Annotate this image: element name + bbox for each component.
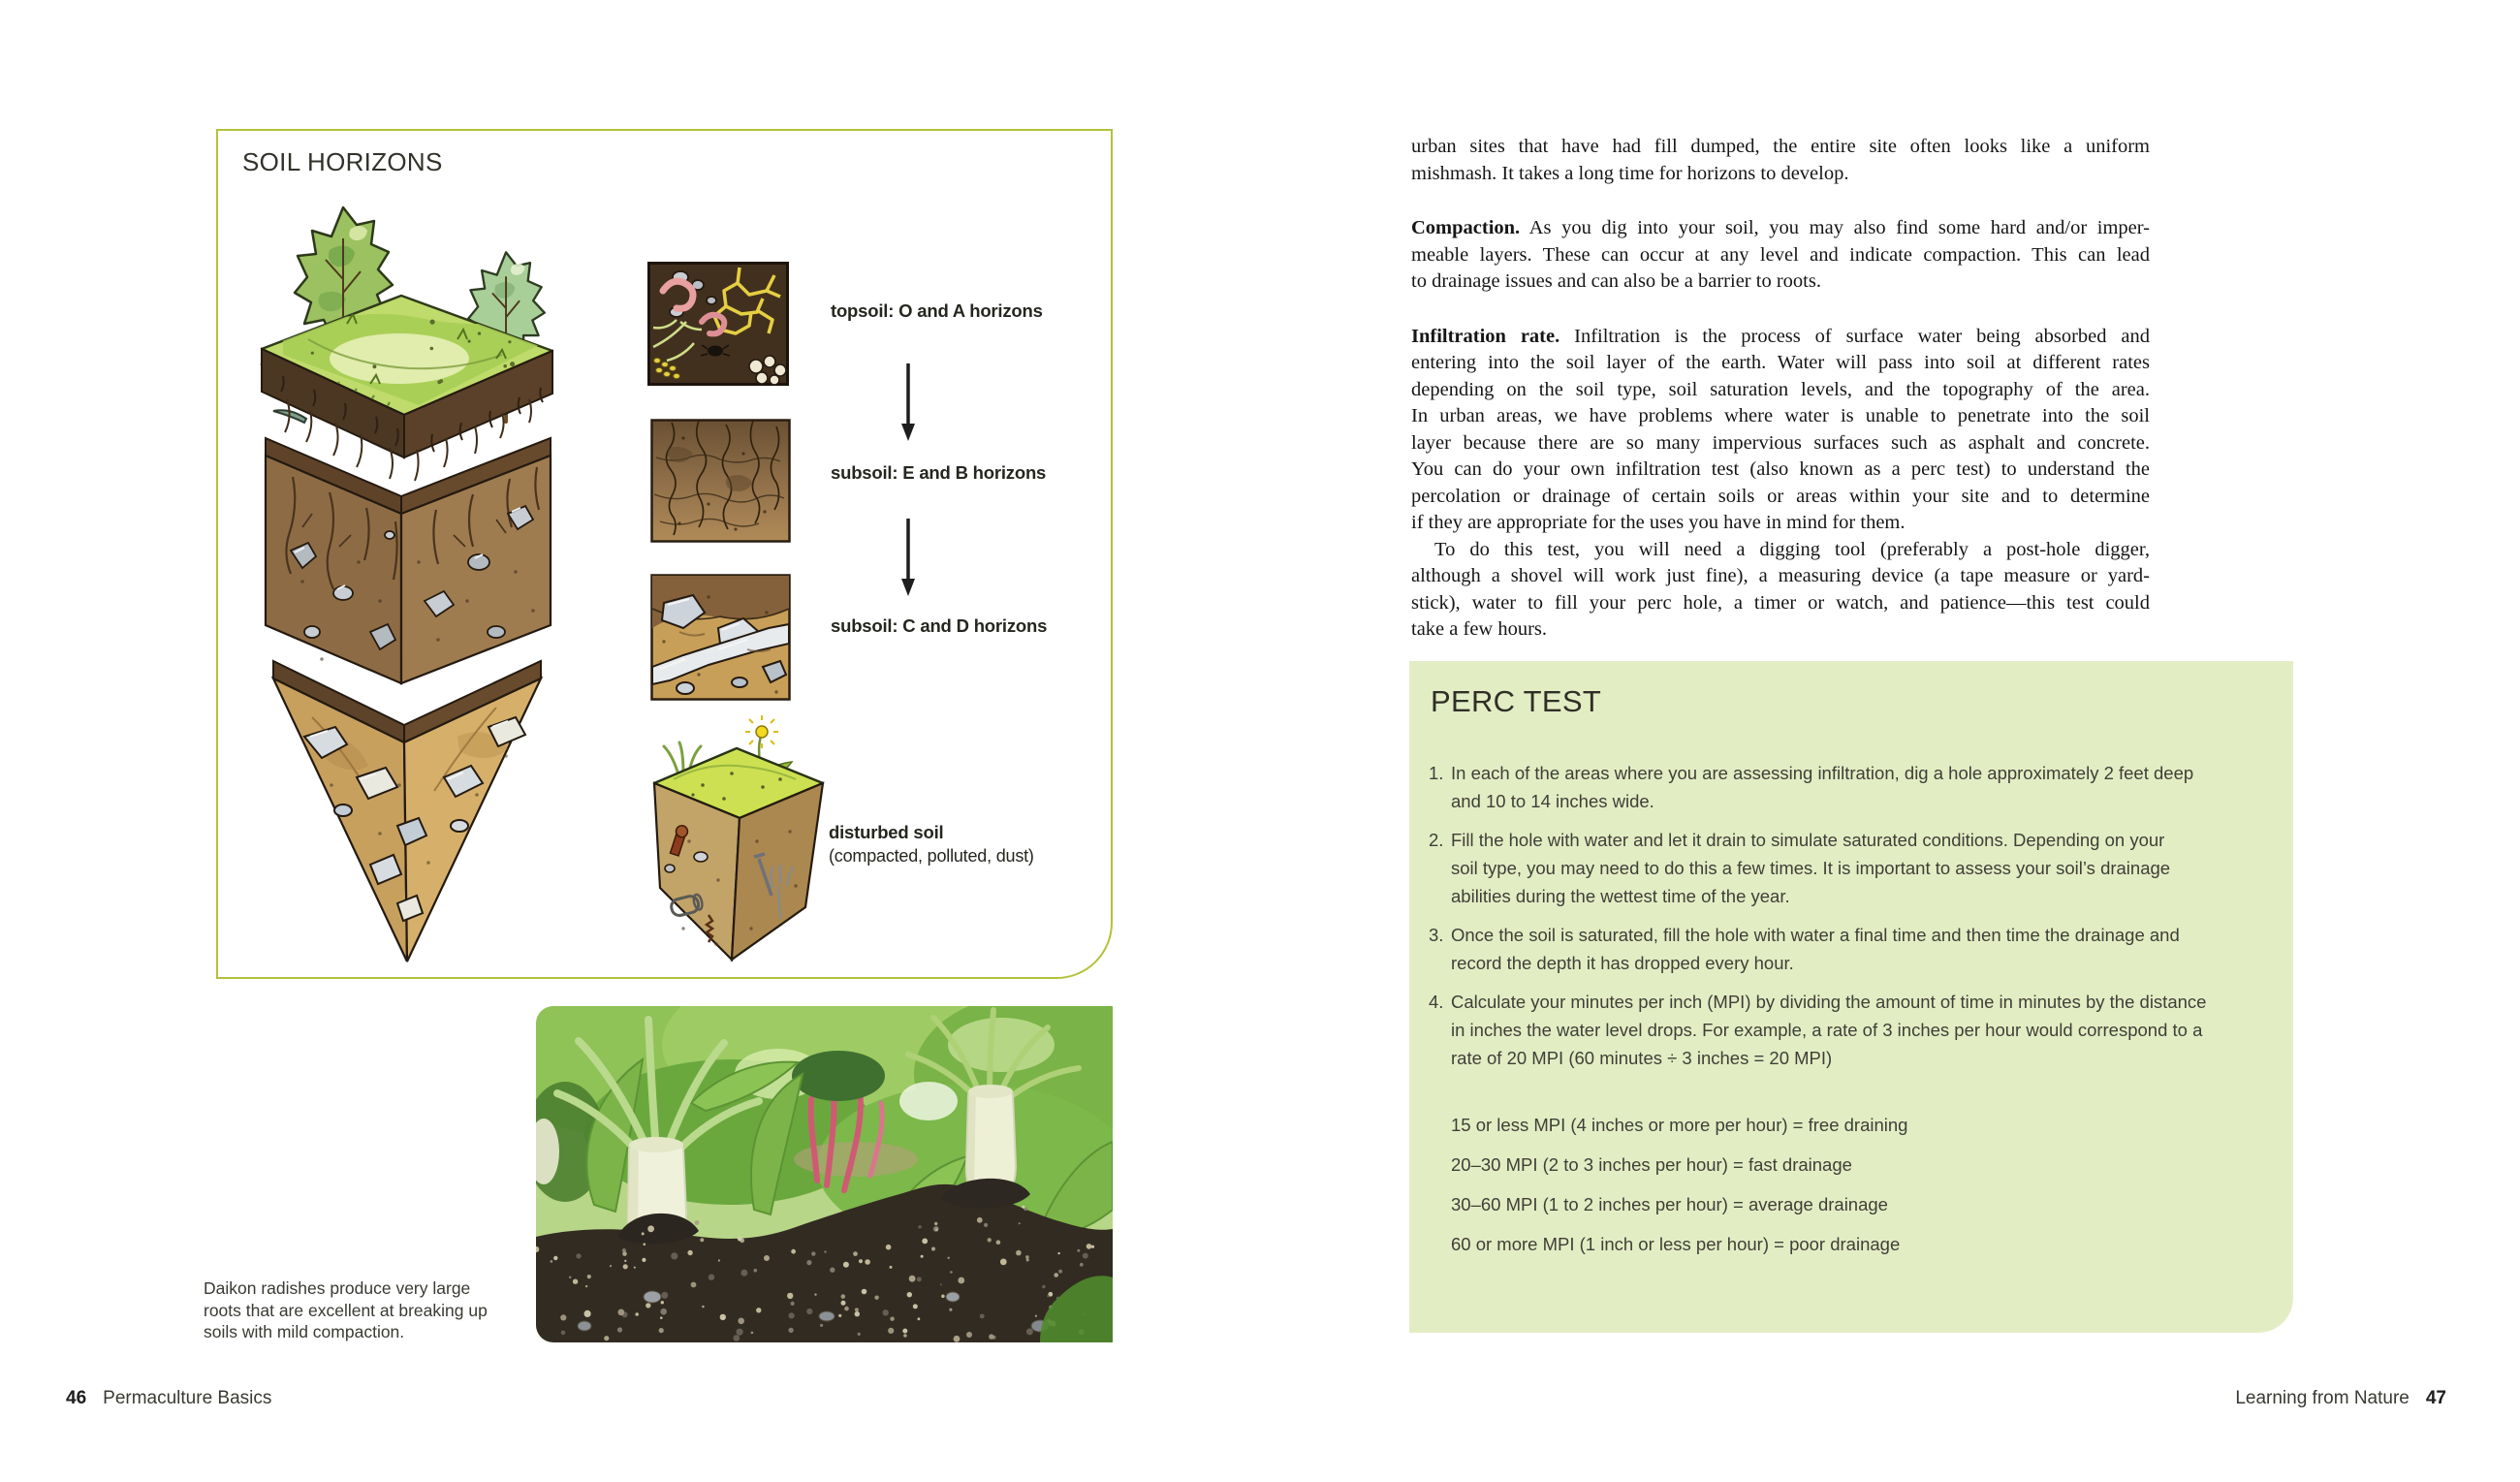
paragraph-gap (1411, 187, 2150, 215)
section-title: Permaculture Basics (103, 1388, 272, 1408)
perc-step-line: record the depth it has dropped every hour. (1451, 953, 1794, 973)
topsoil-detail-illustration (647, 262, 789, 386)
caption-line: Daikon radishes produce very large (204, 1278, 471, 1298)
soil-column-illustration (254, 194, 564, 974)
page-number: 47 (2425, 1388, 2446, 1408)
horizon-label-sub: (compacted, polluted, dust) (829, 846, 1034, 866)
caption-line: soils with mild compaction. (204, 1322, 405, 1341)
body-text-line: Compaction. As you dig into your soil, you may also find some hard and/or imper- (1411, 217, 2150, 238)
perc-test-step (1409, 826, 2272, 910)
caption-line: roots that are excellent at breaking up (204, 1300, 488, 1320)
section-title: Learning from Nature (2235, 1388, 2410, 1408)
body-text-line: if they are appropriate for the uses you have in mind for them. (1411, 512, 1906, 533)
body-text-line: layer because there are so many impervious surfaces such as asphalt and concrete. (1411, 431, 2150, 454)
perc-step-line: and 10 to 14 inches wide. (1451, 791, 1654, 811)
body-text-line: depending on the soil type, soil saturation levels, and the topography of the area. (1411, 378, 2150, 400)
soil-horizons-title: SOIL HORIZONS (242, 147, 443, 176)
photo-caption (204, 1277, 523, 1343)
body-text-line: take a few hours. (1411, 618, 1548, 640)
mpi-rate-line: 60 or more MPI (1 inch or less per hour) = poor drainage (1451, 1234, 1901, 1254)
perc-test-title: PERC TEST (1431, 684, 1602, 718)
bold-lead-in: Compaction. (1411, 217, 1521, 238)
perc-step-line: abilities during the wettest time of the year. (1451, 886, 1790, 906)
perc-step-line: soil type, you may need to do this a few times. It is important to assess your soil’s drainage (1451, 858, 2171, 878)
body-text-line: although a shovel will work just fine), a measuring device (a tape measure or yard- (1411, 565, 2150, 586)
step-number: 4. (1429, 992, 1444, 1012)
body-column (1411, 134, 2150, 644)
horizon-label-topsoil: topsoil: O and A horizons (831, 300, 1043, 321)
body-text-line: meable layers. These can occur at any level and indicate compaction. This can lead (1411, 243, 2150, 266)
daikon-photo (536, 1006, 1113, 1342)
body-text-line: You can do your own infiltration test (also known as a perc test) to understand the (1411, 458, 2150, 480)
page-footer-left (66, 1388, 271, 1409)
perc-step-line: Once the soil is saturated, fill the hole with water a final time and then time the drainage and (1451, 925, 2180, 945)
perc-test-step (1409, 759, 2272, 815)
body-text-line: urban sites that have had fill dumped, the entire site often looks like a uniform (1411, 136, 2150, 157)
perc-step-line: In each of the areas where you are assessing infiltration, dig a hole approximately 2 feet deep (1451, 763, 2194, 783)
body-text-line: to drainage issues and can also be a barrier to roots. (1411, 270, 1821, 292)
body-text-line: percolation or drainage of certain soils or areas within your site and to determine (1411, 485, 2150, 507)
body-text-line: mishmash. It takes a long time for horizons to develop. (1411, 162, 1849, 184)
page-number: 46 (66, 1388, 87, 1408)
daikon-photo-image (536, 1006, 1113, 1342)
body-text-line: entering into the soil layer of the earth. Water will pass into soil at different rates (1411, 352, 2150, 373)
paragraph-gap (1411, 296, 2150, 324)
body-text-line: To do this test, you will need a digging tool (preferably a post-hole digger, (1434, 538, 2150, 560)
perc-test-step (1409, 921, 2272, 977)
step-number: 3. (1429, 925, 1444, 945)
mpi-rate-line: 30–60 MPI (1 to 2 inches per hour) = average drainage (1451, 1194, 1888, 1214)
perc-step-line: in inches the water level drops. For example, a rate of 3 inches per hour would correspond to a (1451, 1020, 2203, 1040)
down-arrow-icon (899, 362, 917, 443)
horizon-label-subsoil-cd: subsoil: C and D horizons (831, 615, 1048, 636)
horizon-label-subsoil-eb: subsoil: E and B horizons (831, 462, 1047, 483)
body-text-line: In urban areas, we have problems where water is unable to penetrate into the soil (1411, 405, 2150, 426)
body-text-line: stick), water to fill your perc hole, a timer or watch, and patience—this test could (1411, 591, 2150, 614)
perc-step-line: Calculate your minutes per inch (MPI) by dividing the amount of time in minutes by the distance (1451, 992, 2207, 1012)
mpi-rate-line: 15 or less MPI (4 inches or more per hour) = free draining (1451, 1115, 1908, 1135)
body-text-line: Infiltration rate. Infiltration is the process of surface water being absorbed and (1411, 325, 2150, 347)
perc-list (1409, 759, 2272, 1271)
down-arrow-icon (899, 517, 917, 598)
horizon-label-disturbed (829, 821, 1034, 867)
step-number: 2. (1429, 830, 1444, 850)
perc-test-step (1409, 988, 2272, 1072)
perc-test-panel (1409, 661, 2293, 1333)
step-number: 1. (1429, 763, 1444, 783)
page-footer-right (2235, 1388, 2446, 1409)
subsoil-cd-illustration (650, 574, 791, 701)
subsoil-eb-illustration (650, 419, 791, 543)
perc-step-line: Fill the hole with water and let it drain to simulate saturated conditions. Depending on your (1451, 830, 2165, 850)
mpi-rates (1409, 1112, 2272, 1258)
perc-step-line: rate of 20 MPI (60 minutes ÷ 3 inches = 20 MPI) (1451, 1048, 1833, 1068)
bold-lead-in: Infiltration rate. (1411, 325, 1560, 347)
mpi-rate-line: 20–30 MPI (2 to 3 inches per hour) = fast drainage (1451, 1154, 1852, 1175)
disturbed-soil-illustration (635, 715, 838, 973)
horizon-label-title: disturbed soil (829, 822, 944, 842)
